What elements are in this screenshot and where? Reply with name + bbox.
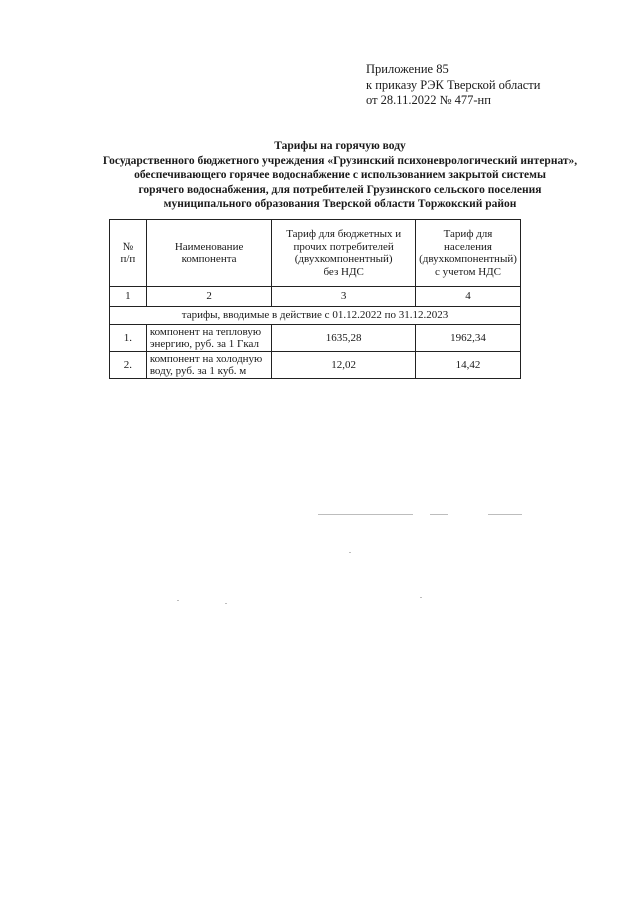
population-tariff-value: 14,42 bbox=[415, 352, 520, 379]
appendix-reference bbox=[366, 62, 540, 109]
header-population-tariff: Тариф для населения (двухкомпонентный) с учетом НДС bbox=[415, 220, 520, 287]
title-line: Государственного бюджетного учреждения «Грузинский психоневрологический интернат», bbox=[102, 154, 578, 167]
scan-artifact bbox=[225, 603, 227, 604]
title-line: обеспечивающего горячее водоснабжение с использованием закрытой системы bbox=[134, 169, 546, 181]
title-line: горячего водоснабжения, для потребителей Грузинского сельского поселения bbox=[138, 183, 542, 196]
budget-tariff-value: 12,02 bbox=[272, 352, 416, 379]
scan-artifact bbox=[488, 514, 522, 515]
scan-artifact bbox=[177, 600, 179, 601]
scan-artifact bbox=[420, 597, 422, 598]
scan-artifact bbox=[349, 552, 351, 553]
column-number: 3 bbox=[272, 287, 416, 307]
table-header-row bbox=[110, 220, 521, 287]
title-line: Тарифы на горячую воду bbox=[274, 140, 406, 152]
budget-tariff-value: 1635,28 bbox=[272, 325, 416, 352]
column-number: 4 bbox=[415, 287, 520, 307]
column-number: 1 bbox=[110, 287, 147, 307]
column-number: 2 bbox=[146, 287, 272, 307]
appendix-line: Приложение 85 bbox=[366, 62, 449, 76]
population-tariff-value: 1962,34 bbox=[415, 325, 520, 352]
component-name: компонент на тепловую энергию, руб. за 1 Гкал bbox=[146, 325, 272, 352]
scan-artifact bbox=[430, 514, 448, 515]
header-num: № п/п bbox=[110, 220, 147, 287]
row-number: 1. bbox=[110, 325, 147, 352]
table-row bbox=[110, 325, 521, 352]
component-name: компонент на холодную воду, руб. за 1 куб. м bbox=[146, 352, 272, 379]
row-number: 2. bbox=[110, 352, 147, 379]
header-budget-tariff: Тариф для бюджетных и прочих потребителей (двухкомпонентный) без НДС bbox=[272, 220, 416, 287]
table-row bbox=[110, 352, 521, 379]
scan-artifact bbox=[318, 514, 413, 515]
header-name: Наименование компонента bbox=[146, 220, 272, 287]
column-numbers-row bbox=[110, 287, 521, 307]
period-text: тарифы, вводимые в действие с 01.12.2022 по 31.12.2023 bbox=[110, 307, 521, 325]
document-title bbox=[80, 139, 600, 212]
appendix-line: к приказу РЭК Тверской области bbox=[366, 77, 541, 92]
period-row bbox=[110, 307, 521, 325]
appendix-line: от 28.11.2022 № 477-нп bbox=[366, 93, 491, 107]
title-line: муниципального образования Тверской области Торжокский район bbox=[163, 198, 517, 210]
tariff-table bbox=[109, 219, 521, 379]
